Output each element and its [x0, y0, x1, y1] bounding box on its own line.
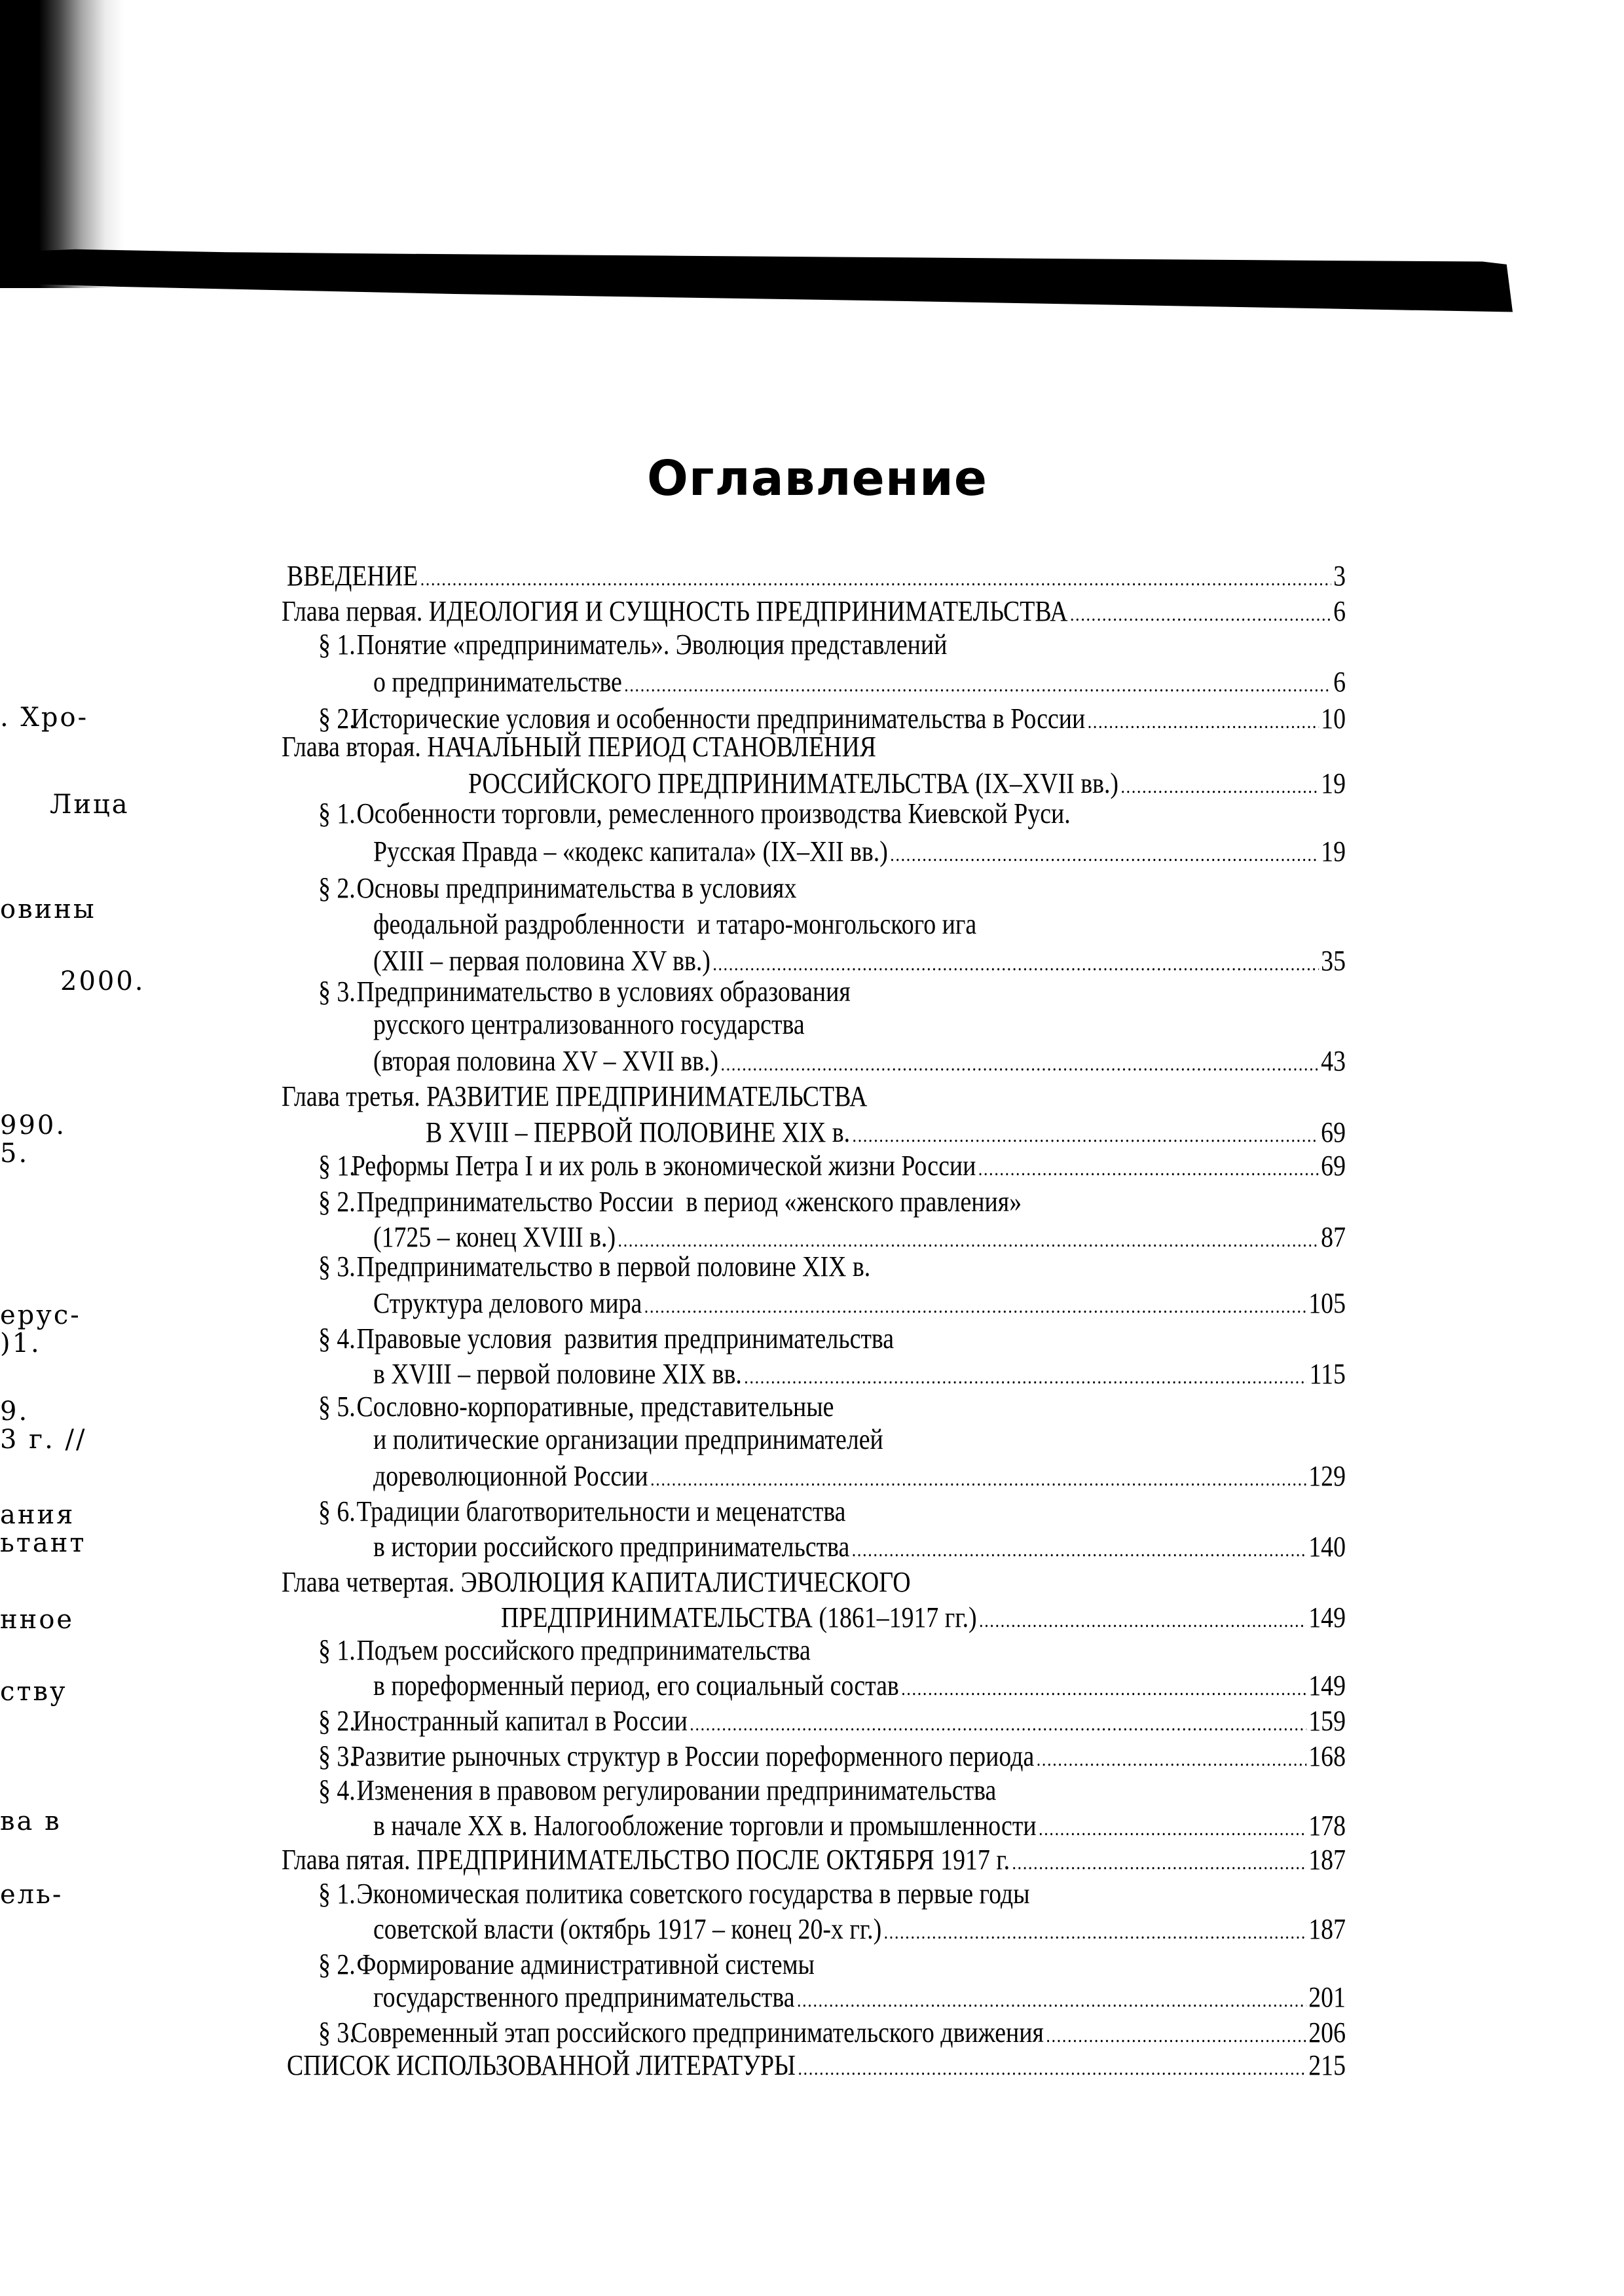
page-number: 19 — [1321, 835, 1346, 867]
toc-entry-section — [0, 1493, 1397, 1530]
page-number: 168 — [1308, 1740, 1346, 1772]
toc-entry-title: Реформы Петра I и их роль в экономической жизни России — [351, 1150, 976, 1182]
toc-entry-title: Предпринимательство России в период «женского правления» — [356, 1186, 1022, 1218]
toc-entry-cont — [0, 833, 1397, 870]
section-number: § 3. — [318, 975, 356, 1008]
toc-entry-title: СПИСОК ИСПОЛЬЗОВАННОЙ ЛИТЕРАТУРЫ — [286, 2049, 796, 2081]
toc-entry-title: РОССИЙСКОГО ПРЕДПРИНИМАТЕЛЬСТВА (IX–XVII вв.) — [468, 767, 1119, 799]
toc-entry-section — [0, 1876, 1397, 1912]
toc-entry-title: Экономическая политика советского государства в первые годы — [356, 1878, 1030, 1910]
page-number: 69 — [1321, 1116, 1346, 1148]
facing-page-text-fragment: 2000. — [60, 966, 145, 996]
page-number: 6 — [1333, 666, 1346, 698]
section-number: § 3. — [318, 2016, 356, 2049]
toc-entry-cont — [0, 1356, 1397, 1393]
scan-gutter-shadow — [0, 0, 124, 288]
facing-page-text-fragment: ания — [0, 1500, 75, 1530]
toc-entry-title: ВВЕДЕНИЕ — [286, 560, 418, 592]
toc-entry-section — [0, 1946, 1397, 1983]
section-number: § 1. — [318, 1634, 356, 1666]
page-number: 178 — [1308, 1810, 1346, 1842]
dot-leader — [721, 1046, 1319, 1083]
section-number: § 2. — [318, 1948, 356, 1980]
facing-page-text-fragment: . Хро- — [0, 702, 89, 733]
facing-page-text-fragment: ьтант — [0, 1528, 86, 1558]
toc-entry-title: Глава пятая. ПРЕДПРИНИМАТЕЛЬСТВО ПОСЛЕ ОКТЯБРЯ 1917 г. — [282, 1844, 1010, 1876]
toc-entry-section — [0, 870, 1397, 907]
toc-entry-title: Иностранный капитал в России — [352, 1705, 688, 1737]
toc-entry-title: Понятие «предприниматель». Эволюция представлений — [356, 629, 948, 661]
toc-entry-title: Предпринимательство в первой половине XIX в. — [356, 1250, 871, 1283]
toc-entry-title: в начале XX в. Налогообложение торговли и промышленности — [373, 1810, 1037, 1842]
toc-entry-section — [0, 1321, 1397, 1357]
page-number: 105 — [1308, 1287, 1346, 1319]
dot-leader — [624, 667, 1331, 704]
section-number: § 2. — [318, 872, 356, 904]
page-number: 87 — [1321, 1221, 1346, 1253]
toc-entry-cont — [0, 1043, 1397, 1080]
toc-entry-title: Глава первая. ИДЕОЛОГИЯ И СУЩНОСТЬ ПРЕДПРИНИМАТЕЛЬСТВА — [282, 595, 1068, 627]
toc-entry-top — [0, 558, 1397, 594]
dot-leader — [644, 1288, 1306, 1325]
toc-entry-title: и политические организации предпринимателей — [373, 1423, 883, 1455]
facing-page-text-fragment: 990. — [0, 1110, 67, 1140]
toc-entry-section — [0, 1184, 1397, 1220]
section-number: § 1. — [318, 1150, 356, 1182]
toc-entry-title: о предпринимательстве — [373, 666, 622, 698]
section-number: § 2. — [318, 1705, 356, 1737]
toc-entry-title: русского централизованного государства — [373, 1008, 805, 1040]
toc-entry-chapter-cont — [0, 1599, 1397, 1636]
toc-entry-cont — [0, 1529, 1397, 1565]
toc-entry-cont — [0, 1421, 1397, 1458]
toc-entry-cont — [0, 1667, 1397, 1704]
section-number: § 2. — [318, 702, 356, 735]
toc-entry-title: в пореформенный период, его социальный состав — [373, 1669, 899, 1702]
toc-entry-cont — [0, 1458, 1397, 1495]
page-number: 129 — [1308, 1460, 1346, 1492]
dot-leader — [852, 1532, 1306, 1569]
toc-entry-title: Глава третья. РАЗВИТИЕ ПРЕДПРИНИМАТЕЛЬСТВА — [282, 1080, 868, 1112]
toc-entry-title: Правовые условия развития предпринимательства — [356, 1322, 895, 1355]
toc-entry-top — [0, 2047, 1397, 2084]
section-number: § 3. — [318, 1250, 356, 1283]
toc-entry-section — [0, 1632, 1397, 1669]
toc-entry-title: Глава четвертая. ЭВОЛЮЦИЯ КАПИТАЛИСТИЧЕСКОГО — [282, 1566, 911, 1598]
toc-entry-title: феодальной раздробленности и татаро-монгольского ига — [373, 908, 977, 940]
toc-entry-section — [0, 1248, 1397, 1285]
toc-entry-chapter — [0, 1564, 1397, 1601]
toc-entry-title: Традиции благотворительности и меценатства — [356, 1495, 846, 1527]
dot-leader — [798, 2050, 1306, 2087]
toc-entry-title: в XVIII – первой половине XIX вв. — [373, 1358, 742, 1390]
toc-entry-cont — [0, 1808, 1397, 1844]
dot-leader — [420, 561, 1331, 598]
facing-page-text-fragment: ерус- — [0, 1300, 81, 1330]
dot-leader — [690, 1706, 1306, 1743]
toc-entry-title: Современный этап российского предпринимательского движения — [351, 2016, 1044, 2049]
dot-leader — [797, 1982, 1306, 2019]
toc-entry-section — [0, 795, 1397, 832]
dot-leader — [650, 1461, 1306, 1498]
toc-entry-title: советской власти (октябрь 1917 – конец 20-х гг.) — [373, 1913, 882, 1945]
toc-entry-title: В XVIII – ПЕРВОЙ ПОЛОВИНЕ XIX в. — [425, 1116, 851, 1148]
facing-page-text-fragment: ва в — [0, 1806, 62, 1836]
page-number: 149 — [1308, 1601, 1346, 1633]
page-number: 43 — [1321, 1045, 1346, 1077]
section-number: § 2. — [318, 1186, 356, 1218]
toc-entry-chapter-cont — [0, 1114, 1397, 1151]
toc-entry-section — [0, 1703, 1397, 1740]
dot-leader — [978, 1151, 1319, 1188]
facing-page-text-fragment: 5. — [0, 1139, 29, 1169]
toc-entry-chapter — [0, 1842, 1397, 1878]
toc-entry-title: Глава вторая. НАЧАЛЬНЫЙ ПЕРИОД СТАНОВЛЕНИЯ — [282, 731, 877, 763]
facing-page-text-fragment: 9. — [0, 1396, 29, 1427]
toc-entry-title: Формирование административной системы — [356, 1948, 815, 1980]
page-number: 3 — [1333, 560, 1346, 592]
toc-entry-section — [0, 1738, 1397, 1775]
toc-entry-cont — [0, 1979, 1397, 2016]
page-number: 159 — [1308, 1705, 1346, 1737]
toc-entry-section — [0, 1148, 1397, 1184]
section-number: § 1. — [318, 1878, 356, 1910]
page-number: 215 — [1308, 2049, 1346, 2081]
section-number: § 5. — [318, 1391, 356, 1423]
toc-entry-cont — [0, 664, 1397, 701]
dot-leader — [890, 837, 1318, 873]
toc-entry-section — [0, 1772, 1397, 1809]
toc-entry-section — [0, 1389, 1397, 1425]
toc-entry-title: Особенности торговли, ремесленного производства Киевской Руси. — [356, 797, 1071, 829]
toc-entry-title: в истории российского предпринимательства — [373, 1531, 850, 1563]
facing-page-text-fragment: 3 г. // — [0, 1425, 87, 1455]
section-number: § 4. — [318, 1322, 356, 1355]
facing-page-text-fragment: ству — [0, 1677, 67, 1707]
page-number: 187 — [1308, 1844, 1346, 1876]
toc-entry-title: государственного предпринимательства — [373, 1981, 795, 2013]
page-number: 187 — [1308, 1913, 1346, 1945]
toc-entry-title: дореволюционной России — [373, 1460, 648, 1492]
dot-leader — [884, 1914, 1306, 1951]
page-number: 35 — [1321, 945, 1346, 977]
section-number: § 1. — [318, 629, 356, 661]
page-number: 140 — [1308, 1531, 1346, 1563]
page-number: 206 — [1308, 2016, 1346, 2049]
facing-page-text-fragment: ель- — [0, 1880, 64, 1910]
toc-entry-title: Развитие рыночных структур в России пореформенного периода — [351, 1740, 1035, 1772]
toc-entry-title: Предпринимательство в условиях образования — [356, 975, 851, 1008]
toc-entry-chapter — [0, 729, 1397, 765]
section-number: § 6. — [318, 1495, 356, 1527]
toc-entry-title: Русская Правда – «кодекс капитала» (IX–XII вв.) — [373, 835, 888, 867]
page-number: 115 — [1309, 1358, 1346, 1390]
toc-entry-chapter — [0, 593, 1397, 630]
page-number: 69 — [1321, 1150, 1346, 1182]
scan-edge-band — [0, 244, 1513, 316]
section-number: § 4. — [318, 1774, 356, 1806]
toc-entry-chapter — [0, 1078, 1397, 1115]
toc-entry-section — [0, 974, 1397, 1010]
toc-entry-cont — [0, 1285, 1397, 1322]
page-number: 6 — [1333, 595, 1346, 627]
page-number: 19 — [1321, 767, 1346, 799]
page-number: 10 — [1321, 702, 1346, 735]
toc-entry-title: Структура делового мира — [373, 1287, 642, 1319]
toc-entry-title: ПРЕДПРИНИМАТЕЛЬСТВА (1861–1917 гг.) — [500, 1601, 977, 1633]
page-number: 149 — [1308, 1669, 1346, 1702]
facing-page-text-fragment: )1. — [0, 1328, 41, 1358]
toc-entry-section — [0, 2014, 1397, 2051]
facing-page-text-fragment: овины — [0, 894, 96, 924]
page-number: 201 — [1308, 1981, 1346, 2013]
toc-entry-title: Исторические условия и особенности предпринимательства в России — [350, 702, 1086, 735]
toc-entry-section — [0, 627, 1397, 663]
toc-entry-title: Подъем российского предпринимательства — [356, 1634, 811, 1666]
toc-entry-title: (вторая половина XV – XVII вв.) — [373, 1045, 719, 1077]
toc-entry-title: (1725 – конец XVIII в.) — [373, 1221, 616, 1253]
toc-entry-cont — [0, 906, 1397, 943]
toc-entry-title: Основы предпринимательства в условиях — [356, 872, 797, 904]
section-number: § 3. — [318, 1740, 356, 1772]
facing-page-text-fragment: Лица — [50, 790, 130, 820]
facing-page-text-fragment: нное — [0, 1605, 75, 1635]
toc-entry-cont — [0, 1006, 1397, 1043]
page-title: Оглавление — [646, 450, 988, 507]
toc-entry-cont — [0, 1911, 1397, 1948]
toc-entry-title: Сословно-корпоративные, представительные — [356, 1391, 834, 1423]
section-number: § 1. — [318, 797, 356, 829]
dot-leader — [901, 1671, 1306, 1707]
toc-entry-title: Изменения в правовом регулировании предпринимательства — [356, 1774, 997, 1806]
toc-entry-title: (XIII – первая половина XV вв.) — [373, 945, 710, 977]
